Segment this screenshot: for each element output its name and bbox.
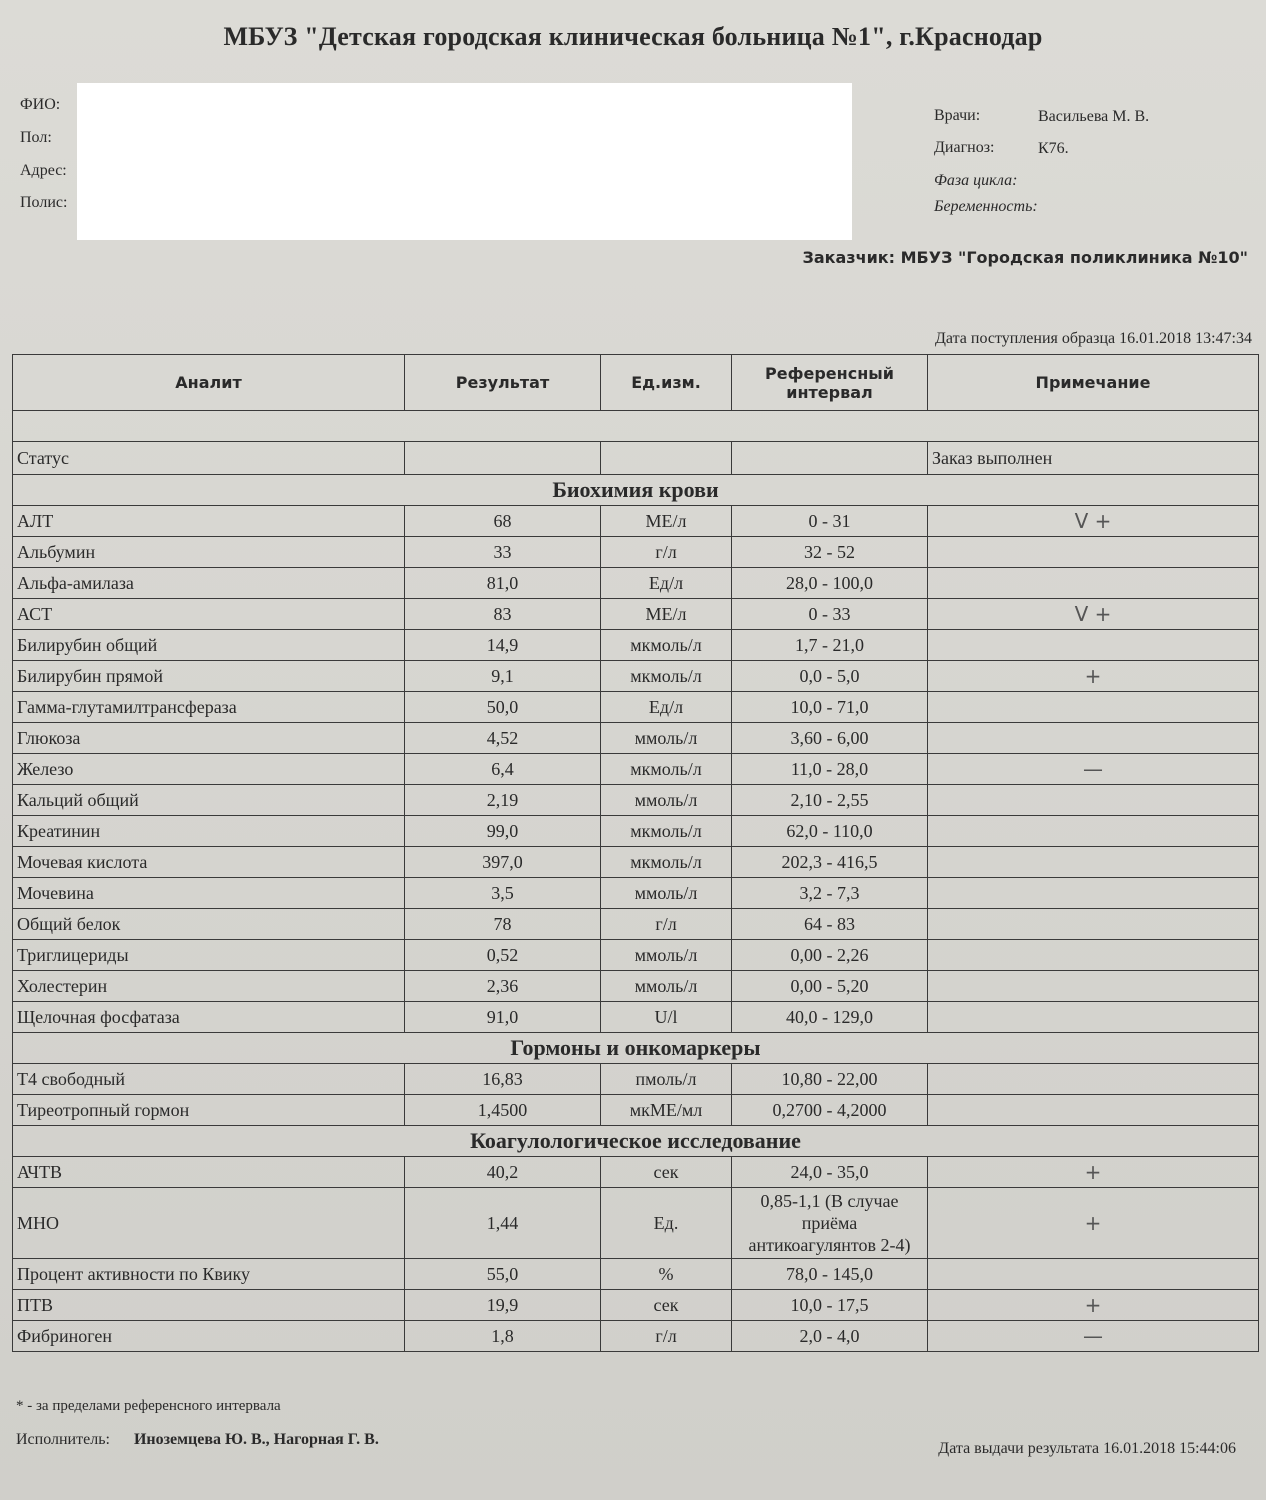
table-row bbox=[13, 1064, 1259, 1095]
cell-analyte: Щелочная фосфатаза bbox=[13, 1002, 405, 1033]
cell-reference: 2,0 - 4,0 bbox=[732, 1321, 928, 1352]
label-sex: Пол: bbox=[20, 129, 52, 146]
cell-note: + bbox=[928, 1157, 1259, 1188]
table-row bbox=[13, 506, 1259, 537]
section-title: Биохимия крови bbox=[13, 475, 1259, 506]
cell-unit: г/л bbox=[601, 909, 732, 940]
cell-unit: пмоль/л bbox=[601, 1064, 732, 1095]
section-header bbox=[13, 1033, 1259, 1064]
table-row bbox=[13, 878, 1259, 909]
cell-analyte: Железо bbox=[13, 754, 405, 785]
table-row bbox=[13, 661, 1259, 692]
cell-reference: 0,85-1,1 (В случае приёма антикоагулянтов 2-4) bbox=[732, 1188, 928, 1259]
table-row bbox=[13, 1259, 1259, 1290]
table-row bbox=[13, 692, 1259, 723]
table-row bbox=[13, 537, 1259, 568]
table-row bbox=[13, 754, 1259, 785]
cell-note bbox=[928, 940, 1259, 971]
cell-unit: Ед/л bbox=[601, 692, 732, 723]
cell-reference: 0 - 33 bbox=[732, 599, 928, 630]
table-row bbox=[13, 909, 1259, 940]
cell-analyte: Креатинин bbox=[13, 816, 405, 847]
cell-unit: сек bbox=[601, 1157, 732, 1188]
cell-unit: мкмоль/л bbox=[601, 630, 732, 661]
cell-note bbox=[928, 568, 1259, 599]
cell-reference: 2,10 - 2,55 bbox=[732, 785, 928, 816]
table-row bbox=[13, 630, 1259, 661]
cell-note bbox=[928, 1095, 1259, 1126]
cell-note bbox=[928, 1259, 1259, 1290]
cell-note bbox=[928, 909, 1259, 940]
cell-result: 1,4500 bbox=[405, 1095, 601, 1126]
cell-analyte: Мочевина bbox=[13, 878, 405, 909]
cell-reference: 32 - 52 bbox=[732, 537, 928, 568]
cell-result: 40,2 bbox=[405, 1157, 601, 1188]
cell-result: 33 bbox=[405, 537, 601, 568]
table-row bbox=[13, 1321, 1259, 1352]
cell-note bbox=[928, 971, 1259, 1002]
label-policy: Полис: bbox=[20, 194, 68, 211]
cell-result: 0,52 bbox=[405, 940, 601, 971]
col-note: Примечание bbox=[928, 355, 1259, 411]
cell-note bbox=[928, 785, 1259, 816]
cell-unit: г/л bbox=[601, 1321, 732, 1352]
cell-reference: 11,0 - 28,0 bbox=[732, 754, 928, 785]
cell-unit: мкмоль/л bbox=[601, 754, 732, 785]
cell-result: 3,5 bbox=[405, 878, 601, 909]
cell-result: 397,0 bbox=[405, 847, 601, 878]
cell-reference: 0,2700 - 4,2000 bbox=[732, 1095, 928, 1126]
cell-result: 6,4 bbox=[405, 754, 601, 785]
table-row bbox=[13, 816, 1259, 847]
cell-unit: мкмоль/л bbox=[601, 847, 732, 878]
cell-reference: 1,7 - 21,0 bbox=[732, 630, 928, 661]
cell-note: + bbox=[928, 1188, 1259, 1259]
col-reference: Референсный интервал bbox=[732, 355, 928, 411]
results-table bbox=[12, 354, 1259, 1352]
table-row bbox=[13, 599, 1259, 630]
section-header bbox=[13, 475, 1259, 506]
cell-note bbox=[928, 630, 1259, 661]
doctor-label: Врачи: bbox=[934, 107, 981, 124]
cell-reference: 3,2 - 7,3 bbox=[732, 878, 928, 909]
cell-analyte: Тиреотропный гормон bbox=[13, 1095, 405, 1126]
table-row bbox=[13, 940, 1259, 971]
cell-note: + bbox=[928, 1290, 1259, 1321]
table-row bbox=[13, 1095, 1259, 1126]
pregnancy-label: Беременность: bbox=[934, 198, 1038, 215]
col-unit: Ед.изм. bbox=[601, 355, 732, 411]
table-row bbox=[13, 568, 1259, 599]
cell-note bbox=[928, 847, 1259, 878]
cell-reference: 0 - 31 bbox=[732, 506, 928, 537]
cell-note: — bbox=[928, 1321, 1259, 1352]
cell-result: 68 bbox=[405, 506, 601, 537]
customer: Заказчик: МБУЗ "Городская поликлиника №10" bbox=[802, 248, 1248, 267]
cell-reference: 40,0 - 129,0 bbox=[732, 1002, 928, 1033]
cell-reference: 0,00 - 5,20 bbox=[732, 971, 928, 1002]
cell-unit: U/l bbox=[601, 1002, 732, 1033]
cell-note bbox=[928, 878, 1259, 909]
cell-analyte: АСТ bbox=[13, 599, 405, 630]
cell-analyte: Кальций общий bbox=[13, 785, 405, 816]
spacer-row bbox=[13, 411, 1259, 442]
label-fio: ФИО: bbox=[20, 96, 61, 113]
cell-unit: Ед/л bbox=[601, 568, 732, 599]
cell-reference: 28,0 - 100,0 bbox=[732, 568, 928, 599]
cell-result: 16,83 bbox=[405, 1064, 601, 1095]
cell-unit: ммоль/л bbox=[601, 940, 732, 971]
cell-note bbox=[928, 1002, 1259, 1033]
cell-analyte: Холестерин bbox=[13, 971, 405, 1002]
cell-result: 1,44 bbox=[405, 1188, 601, 1259]
cell-reference: 64 - 83 bbox=[732, 909, 928, 940]
cell-analyte: Фибриноген bbox=[13, 1321, 405, 1352]
cell-note bbox=[928, 692, 1259, 723]
cell-note bbox=[928, 816, 1259, 847]
table-row bbox=[13, 971, 1259, 1002]
cell-unit: мкмоль/л bbox=[601, 816, 732, 847]
performer-label: Исполнитель: bbox=[16, 1431, 110, 1448]
cell-result: 9,1 bbox=[405, 661, 601, 692]
cell-result: 2,36 bbox=[405, 971, 601, 1002]
table-header-row bbox=[13, 355, 1259, 411]
diagnosis-value: К76. bbox=[1038, 140, 1069, 157]
status-label: Статус bbox=[13, 442, 405, 475]
cell-note: V + bbox=[928, 506, 1259, 537]
table-row bbox=[13, 723, 1259, 754]
cell-analyte: Гамма-глутамилтрансфераза bbox=[13, 692, 405, 723]
cell-result: 78 bbox=[405, 909, 601, 940]
cell-analyte: Альбумин bbox=[13, 537, 405, 568]
cell-analyte: Билирубин прямой bbox=[13, 661, 405, 692]
cell-note bbox=[928, 537, 1259, 568]
cell-unit: МЕ/л bbox=[601, 506, 732, 537]
table-row bbox=[13, 785, 1259, 816]
cell-unit: Ед. bbox=[601, 1188, 732, 1259]
issue-date: Дата выдачи результата 16.01.2018 15:44:06 bbox=[938, 1440, 1236, 1457]
footnote: * - за пределами референсного интервала bbox=[16, 1398, 281, 1414]
cell-note: + bbox=[928, 661, 1259, 692]
performer-value: Иноземцева Ю. В., Нагорная Г. В. bbox=[133, 1431, 379, 1448]
cell-reference: 10,80 - 22,00 bbox=[732, 1064, 928, 1095]
cell-analyte: АЧТВ bbox=[13, 1157, 405, 1188]
cell-analyte: Триглицериды bbox=[13, 940, 405, 971]
cell-analyte: Мочевая кислота bbox=[13, 847, 405, 878]
cell-reference: 3,60 - 6,00 bbox=[732, 723, 928, 754]
cell-reference: 10,0 - 71,0 bbox=[732, 692, 928, 723]
cell-analyte: Т4 свободный bbox=[13, 1064, 405, 1095]
cell-reference: 78,0 - 145,0 bbox=[732, 1259, 928, 1290]
cell-result: 1,8 bbox=[405, 1321, 601, 1352]
cell-analyte: АЛТ bbox=[13, 506, 405, 537]
cell-analyte: Процент активности по Квику bbox=[13, 1259, 405, 1290]
section-title: Гормоны и онкомаркеры bbox=[13, 1033, 1259, 1064]
cell-reference: 202,3 - 416,5 bbox=[732, 847, 928, 878]
cell-result: 83 bbox=[405, 599, 601, 630]
cell-unit: % bbox=[601, 1259, 732, 1290]
cell-result: 99,0 bbox=[405, 816, 601, 847]
section-header bbox=[13, 1126, 1259, 1157]
status-row bbox=[13, 442, 1259, 475]
cell-unit: г/л bbox=[601, 537, 732, 568]
cell-result: 2,19 bbox=[405, 785, 601, 816]
cycle-phase-label: Фаза цикла: bbox=[934, 172, 1018, 189]
cell-note: — bbox=[928, 754, 1259, 785]
cell-reference: 24,0 - 35,0 bbox=[732, 1157, 928, 1188]
status-value: Заказ выполнен bbox=[928, 442, 1259, 475]
table-row bbox=[13, 1188, 1259, 1259]
table-row bbox=[13, 1157, 1259, 1188]
report-title: МБУЗ "Детская городская клиническая больница №1", г.Краснодар bbox=[223, 22, 1043, 51]
cell-unit: сек bbox=[601, 1290, 732, 1321]
cell-result: 14,9 bbox=[405, 630, 601, 661]
diagnosis-label: Диагноз: bbox=[934, 139, 995, 156]
performer bbox=[16, 1431, 379, 1449]
sample-received-date: Дата поступления образца 16.01.2018 13:47:34 bbox=[935, 330, 1252, 347]
table-row bbox=[13, 1290, 1259, 1321]
cell-unit: МЕ/л bbox=[601, 599, 732, 630]
cell-result: 19,9 bbox=[405, 1290, 601, 1321]
cell-analyte: Глюкоза bbox=[13, 723, 405, 754]
cell-unit: мкмоль/л bbox=[601, 661, 732, 692]
cell-analyte: Общий белок bbox=[13, 909, 405, 940]
cell-result: 91,0 bbox=[405, 1002, 601, 1033]
cell-reference: 0,0 - 5,0 bbox=[732, 661, 928, 692]
table-row bbox=[13, 1002, 1259, 1033]
cell-note bbox=[928, 1064, 1259, 1095]
cell-unit: ммоль/л bbox=[601, 878, 732, 909]
cell-analyte: Билирубин общий bbox=[13, 630, 405, 661]
col-result: Результат bbox=[405, 355, 601, 411]
cell-result: 81,0 bbox=[405, 568, 601, 599]
doctor-value: Васильева М. В. bbox=[1038, 108, 1150, 125]
redacted-patient-info bbox=[77, 83, 852, 240]
cell-note: V + bbox=[928, 599, 1259, 630]
section-title: Коагулологическое исследование bbox=[13, 1126, 1259, 1157]
cell-reference: 10,0 - 17,5 bbox=[732, 1290, 928, 1321]
label-address: Адрес: bbox=[20, 162, 67, 179]
cell-unit: ммоль/л bbox=[601, 723, 732, 754]
col-analyte: Аналит bbox=[13, 355, 405, 411]
cell-note bbox=[928, 723, 1259, 754]
cell-unit: ммоль/л bbox=[601, 971, 732, 1002]
cell-analyte: МНО bbox=[13, 1188, 405, 1259]
cell-analyte: ПТВ bbox=[13, 1290, 405, 1321]
cell-analyte: Альфа-амилаза bbox=[13, 568, 405, 599]
cell-unit: мкМЕ/мл bbox=[601, 1095, 732, 1126]
cell-reference: 0,00 - 2,26 bbox=[732, 940, 928, 971]
cell-result: 4,52 bbox=[405, 723, 601, 754]
cell-result: 50,0 bbox=[405, 692, 601, 723]
cell-reference: 62,0 - 110,0 bbox=[732, 816, 928, 847]
table-row bbox=[13, 847, 1259, 878]
cell-result: 55,0 bbox=[405, 1259, 601, 1290]
cell-unit: ммоль/л bbox=[601, 785, 732, 816]
